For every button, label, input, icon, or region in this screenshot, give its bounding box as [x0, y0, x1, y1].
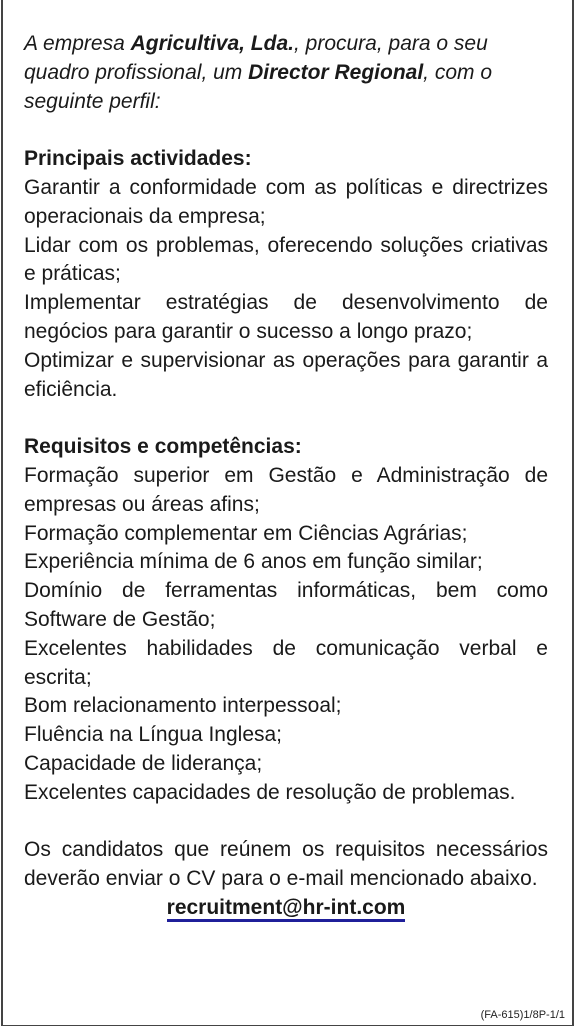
activity-item: Garantir a conformidade com as políticas e directrizes operacionais da empresa; — [24, 175, 548, 228]
job-advertisement — [24, 30, 548, 922]
requirement-item: Capacidade de liderança; — [24, 751, 263, 775]
activities-title: Principais actividades: — [24, 147, 252, 171]
activity-item: Implementar estratégias de desenvolvimento de negócios para garantir o sucesso a longo prazo; — [24, 291, 548, 343]
intro-paragraph — [24, 30, 548, 116]
requirement-item: Bom relacionamento interpessoal; — [24, 694, 342, 718]
requirement-item: Fluência na Língua Inglesa; — [24, 723, 283, 747]
intro-text: , procura, para o seu quadro profissional, um — [24, 32, 488, 84]
requirement-item: Domínio de ferramentas informáticas, bem como Software de Gestão; — [24, 579, 548, 631]
closing-paragraph: Os candidatos que reúnem os requisitos necessários deverão enviar o CV para o e-mail mencionado abaixo. — [24, 838, 548, 891]
company-name: Agricultiva, Lda. — [130, 32, 294, 55]
reference-code: (FA-615)1/8P-1/1 — [480, 1009, 565, 1021]
email-link[interactable]: recruitment@hr-int.com — [167, 896, 406, 922]
position-title: Director Regional — [248, 60, 424, 84]
requirement-item: Formação complementar em Ciências Agrárias; — [24, 521, 468, 545]
activity-item: Optimizar e supervisionar as operações para garantir a eficiência. — [24, 348, 548, 401]
requirement-item: Excelentes capacidades de resolução de problemas. — [24, 780, 516, 804]
requirement-item: Excelentes habilidades de comunicação verbal e escrita; — [24, 636, 548, 689]
requirements-title: Requisitos e competências: — [24, 435, 302, 459]
intro-text: , com o seguinte perfil: — [24, 60, 493, 113]
requirement-item: Experiência mínima de 6 anos em função similar; — [24, 550, 483, 574]
intro-text: A empresa — [24, 32, 131, 55]
activity-item: Lidar com os problemas, oferecendo soluções criativas e práticas; — [24, 233, 548, 286]
requirement-item: Formação superior em Gestão e Administração de empresas ou áreas afins; — [24, 463, 548, 516]
email-container — [24, 894, 548, 922]
